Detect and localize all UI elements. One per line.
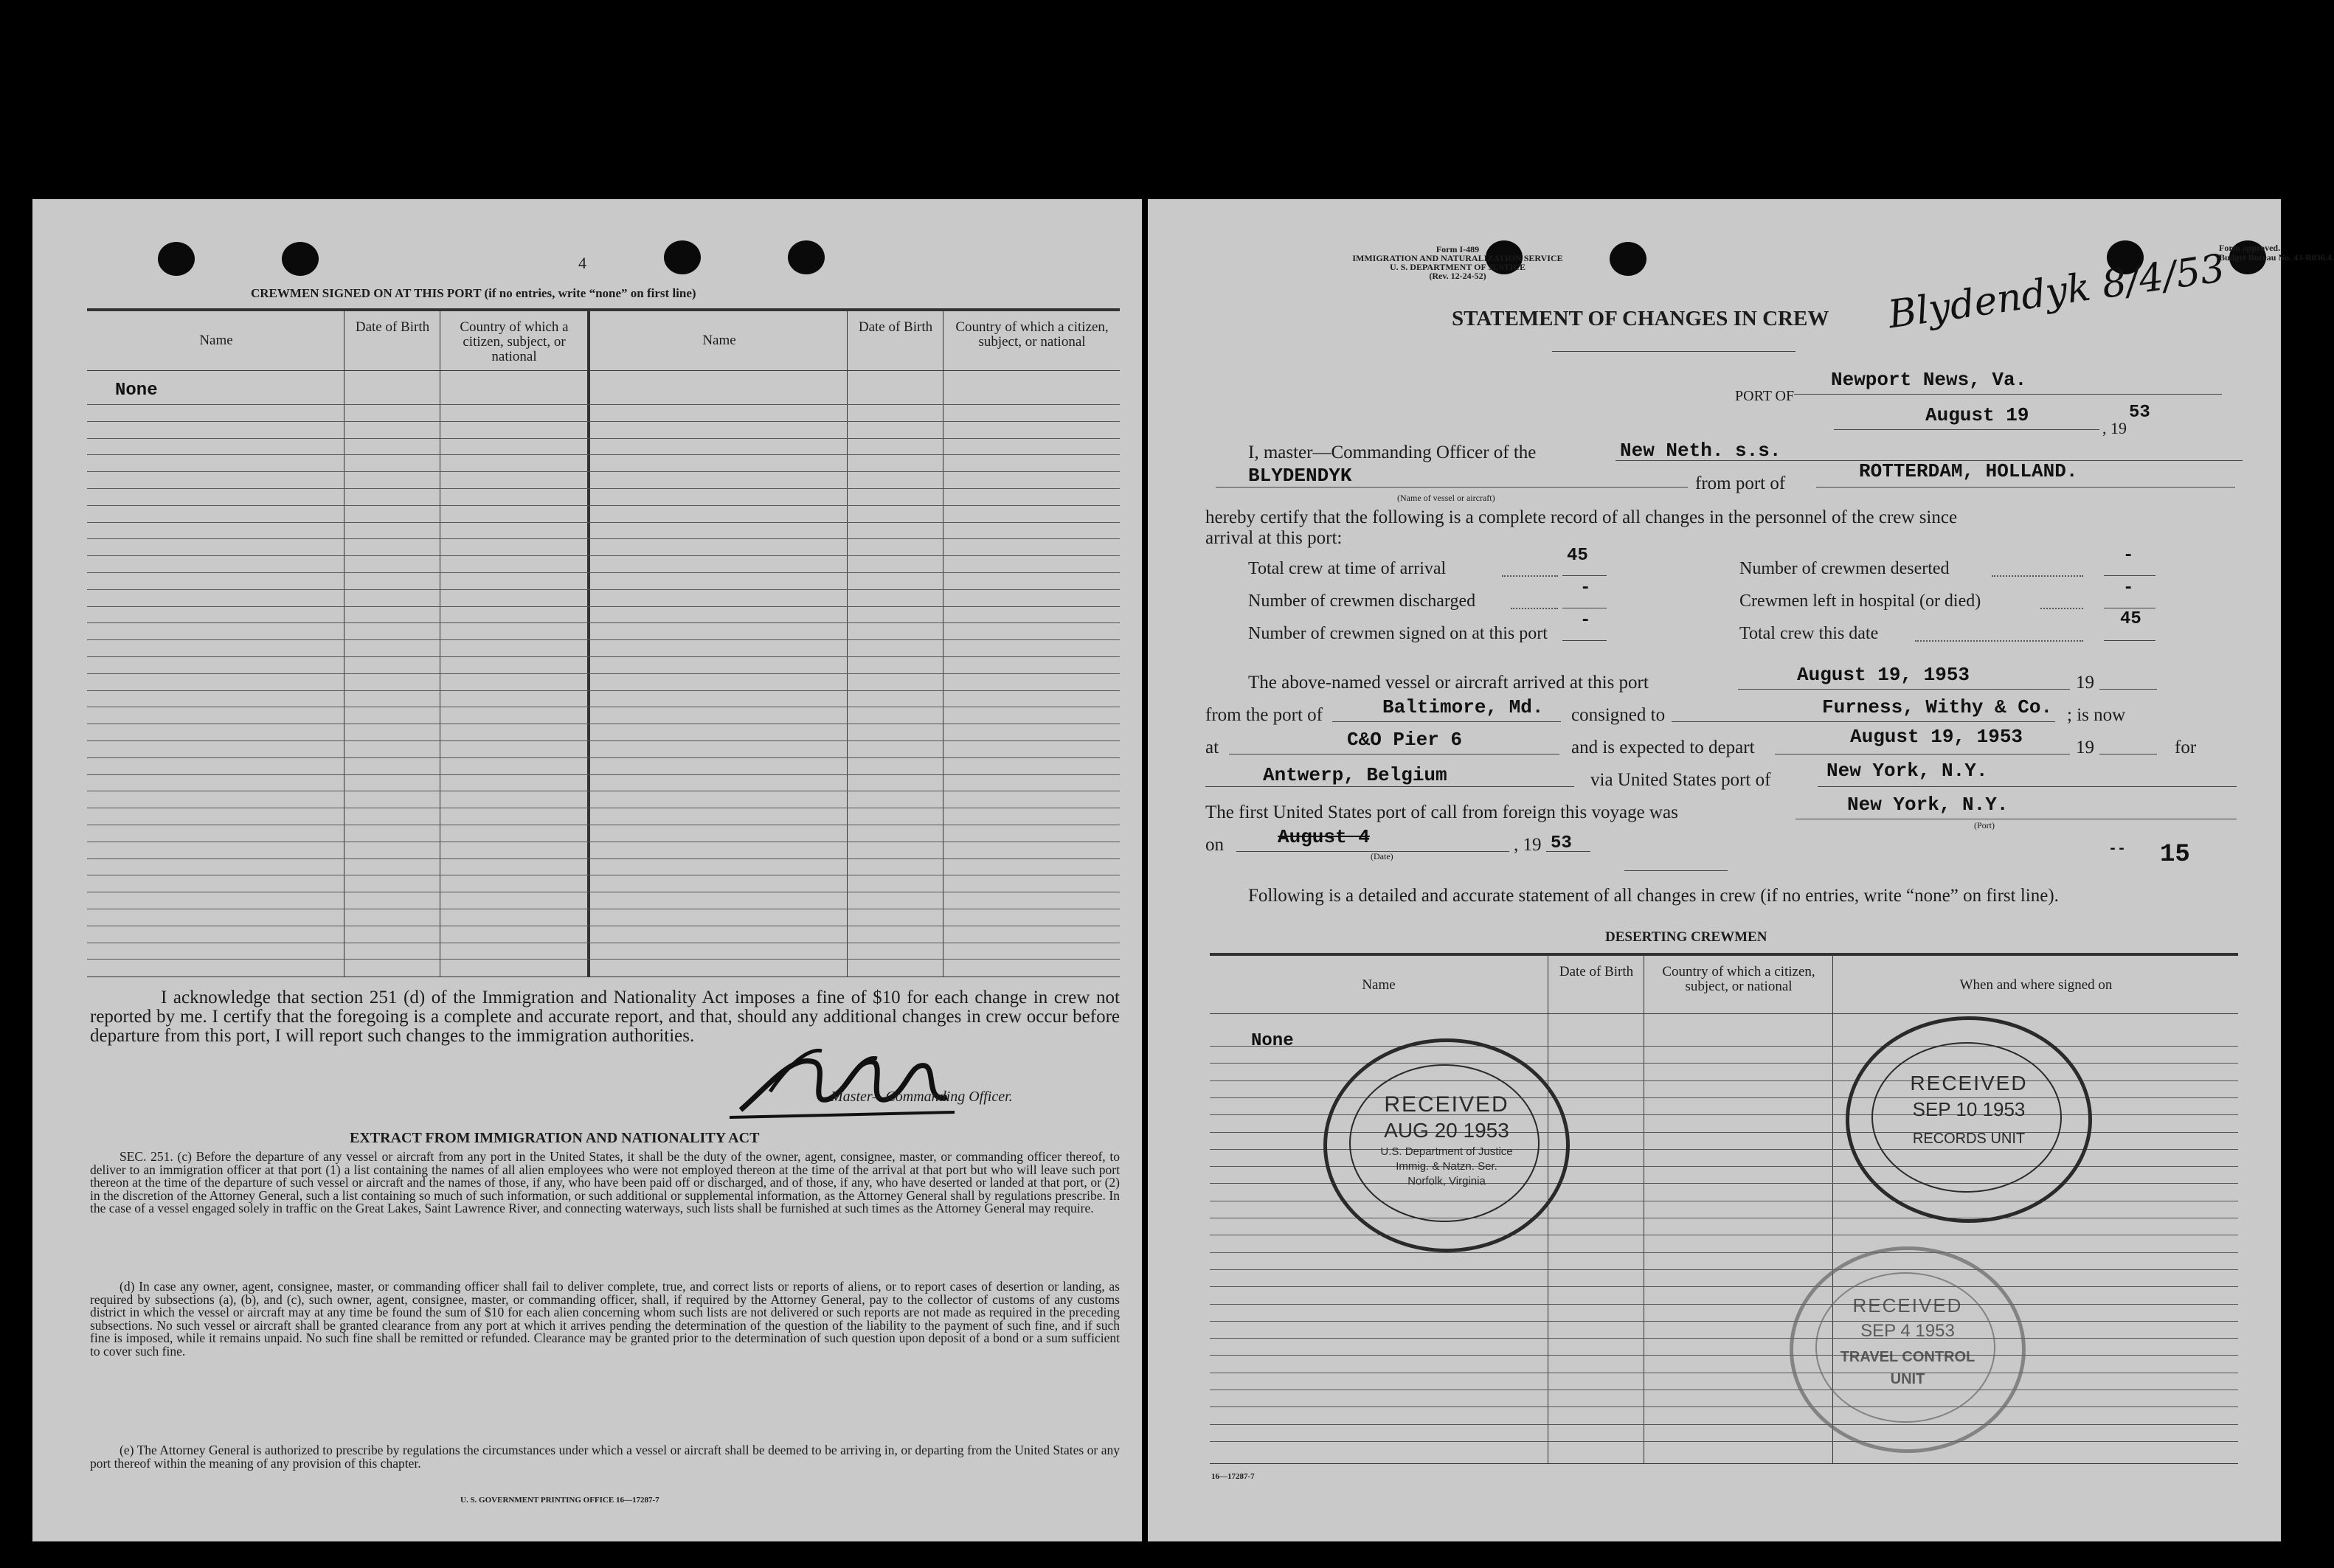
rule [1216,487,1688,488]
stamp-text: RECEIVED [1384,1092,1509,1117]
table-row-line [1210,1046,2238,1047]
deserting-title: DESERTING CREWMEN [1605,929,1767,945]
approval-line: Budget Bureau No. 43-R036.4. [2219,252,2334,263]
table-row-line [87,774,1120,775]
stat-value-total-date: 45 [2120,609,2141,629]
leader-dots [1502,575,1558,577]
table-row-line [87,505,1120,506]
stat-label-deserted: Number of crewmen deserted [1739,559,1950,578]
col-header-country: Country of which a citizen, subject, or national [1662,964,1815,994]
rule [2099,689,2157,690]
table-row-line [1210,1406,2238,1407]
punch-hole [158,242,195,276]
via-port: New York, N.Y. [1826,760,1988,782]
rule [1738,689,2070,690]
printer-note: U. S. GOVERNMENT PRINTING OFFICE 16—17287-7 [460,1496,659,1505]
sheet-number: 15 [2160,841,2190,869]
stamp-text: RECEIVED [1852,1294,1963,1317]
left-page [32,199,1142,1541]
table-row-line [87,488,1120,489]
table-bottom-rule [1210,1463,2238,1464]
stamp-text: SEP 4 1953 [1860,1321,1955,1341]
from-port-value: ROTTERDAM, HOLLAND. [1859,460,2078,482]
table-row-line [87,589,1120,590]
extract-title: EXTRACT FROM IMMIGRATION AND NATIONALITY ACT [350,1130,760,1146]
received-stamp [1846,1016,2092,1223]
col-header-dob: Date of Birth [355,319,430,335]
leader-dots [1511,608,1558,609]
table-row-line [87,606,1120,607]
port-caption: (Port) [1974,820,1995,830]
table-row-line [87,421,1120,422]
leader-dots [1915,640,2083,642]
rule [1562,640,1607,641]
form-number: Form I-489 [1436,244,1480,254]
via-label: via United States port of [1590,770,1771,790]
year-prefix: 19 [2076,738,2094,757]
port-of-value: Newport News, Va. [1831,369,2027,391]
rule [1794,394,2222,395]
table-row-line [87,858,1120,859]
leader-dots [1992,575,2083,577]
extract-paragraph: (d) In case any owner, agent, consignee, master, or commanding officer shall fail to deliver complete, true, and correct lists or reports of aliens, or to report cases of desertion or landing, as required by subsections (a), (b), and (c), such owner, agent, consignee, master, or commanding officer, shall, if required by the Attorney General, pay to the collector of customs of any customs district in which the vessel or aircraft may at any time be found the sum of $10 for each alien concerning whom such lists are not delivered or such reports are not made as required in the preceding subsections. No such vessel or aircraft shall be granted clearance from any port at which it arrives pending the determination of the question of the liability to the payment of such fine, and if such fine is imposed, while it remains unpaid. No such fine shall be remitted or refunded. Clearance may be granted prior to the determination of such question upon deposit of a bond or a sum sufficient to cover such fine. [90,1279,1120,1359]
stat-label-total-arrival: Total crew at time of arrival [1248,559,1447,578]
stamp-text: U.S. Department of Justice [1380,1145,1513,1158]
stamp-text: SEP 10 1953 [1912,1098,2026,1120]
stat-label-discharged: Number of crewmen discharged [1248,592,1476,611]
approval-block [2219,243,2334,263]
vessel-name: BLYDENDYK [1248,465,1352,487]
table-row-line [1210,1338,2238,1339]
col-divider [587,310,590,976]
vessel-nationality: New Neth. s.s. [1620,440,1781,462]
rule [1552,351,1795,352]
form-revision: (Rev. 12-24-52) [1429,271,1486,281]
first-port-label: The first United States port of call from foreign this voyage was [1205,802,1678,822]
rule [2104,640,2155,641]
table-row-line [1210,1286,2238,1287]
col-header-dob: Date of Birth [1559,964,1634,979]
report-year: 53 [2129,403,2150,423]
table-header-rule [87,370,1120,371]
is-now-label: ; is now [2067,705,2126,725]
handwritten-note: Blydendyk 8/4/53 [1885,246,2228,338]
col-header-signed-on: When and where signed on [1959,977,2113,993]
col-header-country: Country of which a citizen, subject, or national [955,319,1109,350]
page-number: 4 [578,254,586,272]
stamp-text: TRAVEL CONTROL [1840,1349,1975,1365]
col-divider [847,310,848,976]
col-header-name: Name [199,333,233,348]
signature-caption: Master—Commanding Officer. [831,1089,1013,1105]
rule [1672,721,2055,722]
table-row-line [87,757,1120,758]
destination: Antwerp, Belgium [1263,764,1447,786]
extract-paragraph: SEC. 251. (c) Before the departure of any vessel or aircraft from any port in the United States, it shall be the duty of the owner, agent, consignee, master, or commanding officer thereof, to deliver to an immigration officer at that port (1) a list containing the names of all alien employees who were not employed thereon at the time of the arrival at that port but who will leave such port thereon at the time of the departure of such vessel or aircraft and the names of those, if any, who have been paid off or discharged, and of those, if any, who have deserted or landed at that port, or (2) in the discretion of the Attorney General, such a list containing so much of such information, or such additional or supplemental information, as the Attorney General shall by regulations prescribe. In the case of a vessel engaged solely in traffic on the Great Lakes, Saint Lawrence River, and connecting waterways, such lists shall be furnished at such times as the Attorney General may require. [90,1149,1120,1215]
table-row-line [87,572,1120,573]
stamp-text: AUG 20 1953 [1384,1119,1509,1142]
table-header-rule [1210,1013,2238,1014]
port-of-label: PORT OF [1735,388,1795,404]
received-stamp [1790,1246,2026,1453]
first-entry: None [1251,1031,1294,1051]
stat-label-total-date: Total crew this date [1739,624,1879,643]
table-row-line [87,555,1120,556]
punch-hole [664,240,701,274]
footer-code: 16—17287-7 [1211,1472,1255,1481]
table-row-line [87,639,1120,640]
table-row-line [87,959,1120,960]
on-year-prefix: , 19 [1514,835,1542,855]
table-row-line [87,740,1120,741]
rule [1834,429,2099,430]
certify-line: hereby certify that the following is a complete record of all changes in the personnel of the crew since [1205,507,1958,527]
consigned-label: consigned to [1571,705,1666,725]
received-stamp [1323,1038,1570,1252]
rule [1818,786,2237,787]
table-row-line [1210,1424,2238,1425]
stamp-text: Norfolk, Virginia [1407,1175,1486,1187]
col-header-country: Country of which a citizen, subject, or national [460,319,569,364]
stat-value-signed-on: - [1580,611,1591,631]
table-row-line [1210,1269,2238,1270]
depart-date: August 19, 1953 [1850,726,2023,748]
first-port-value: New York, N.Y. [1847,794,2009,816]
right-page [1148,199,2334,1541]
leader-dots [2040,608,2083,609]
table-row-line [1210,1304,2238,1305]
table-top-rule [87,308,1120,311]
form-agency: IMMIGRATION AND NATURALIZATION SERVICE [1352,253,1563,263]
arrived-label: The above-named vessel or aircraft arrived at this port [1248,673,1649,693]
on-year: 53 [1551,833,1572,853]
rule [1624,870,1728,871]
table-row-line [87,673,1120,674]
rule [1332,721,1561,722]
expected-label: and is expected to depart [1571,738,1755,757]
on-label: on [1205,835,1224,855]
table-bottom-rule [87,976,1120,977]
arrived-date: August 19, 1953 [1797,664,1970,686]
stat-value-hospital: - [2123,578,2134,598]
stat-value-deserted: - [2123,546,2134,566]
first-entry: None [115,381,158,400]
stamp-text: Immig. & Natzn. Ser. [1396,1160,1497,1173]
dash-marker: -- [2108,841,2127,858]
at-location: C&O Pier 6 [1347,729,1463,751]
acknowledgement-text: I acknowledge that section 251 (d) of the Immigration and Nationality Act imposes a fine of $10 for each change in crew not reported by me. I certify that the foregoing is a complete and accurate report, and that, should any additional changes in crew occur before departure from this port, I will report such changes to the immigration authorities. [90,988,1120,1046]
table-row-line [1210,1355,2238,1356]
following-text: Following is a detailed and accurate statement of all changes in crew (if no entries, write “none” on first line). [1248,886,2059,906]
col-header-name: Name [1362,977,1396,993]
table-row-line [1210,1441,2238,1442]
stat-value-discharged: - [1580,578,1591,598]
table-row-line [1210,1321,2238,1322]
table-row-line [87,656,1120,657]
year-prefix: 19 [2076,673,2094,693]
table-row-line [87,404,1120,405]
table-row-line [87,438,1120,439]
report-date: August 19 [1925,404,2029,426]
consigned-value: Furness, Withy & Co. [1822,696,2053,718]
stat-label-signed-on: Number of crewmen signed on at this port [1248,624,1548,643]
from-port-label: from port of [1695,473,1786,493]
punch-hole [788,240,825,274]
form-title: STATEMENT OF CHANGES IN CREW [1452,307,1829,330]
stamp-text: RECEIVED [1910,1072,2028,1095]
form-department: U. S. DEPARTMENT OF JUSTICE [1389,262,1526,272]
master-label: I, master—Commanding Officer of the [1248,443,1537,462]
table-row-line [1210,1252,2238,1253]
from-the-port-label: from the port of [1205,705,1323,725]
stamp-text: RECORDS UNIT [1912,1131,2026,1147]
rule [1562,575,1607,576]
rule [1546,851,1590,852]
table-row-line [87,690,1120,691]
table-row-line [1210,1063,2238,1064]
form-block [1340,245,1576,280]
extract-paragraph: (e) The Attorney General is authorized to prescribe by regulations the circumstances under which a vessel or aircraft shall be deemed to be arriving in, or departing from the United States or any port thereof within the meaning of any provision of this chapter. [90,1443,1120,1471]
punch-hole [1610,242,1646,276]
table-row-line [87,471,1120,472]
signed-on-title: CREWMEN SIGNED ON AT THIS PORT (if no entries, write “none” on first line) [251,286,696,300]
table-row-line [87,538,1120,539]
rule [2104,575,2155,576]
stat-value-total-arrival: 45 [1567,546,1588,566]
col-header-name: Name [702,333,736,348]
master-signature [726,1040,962,1128]
punch-hole [282,242,319,276]
stamp-text: UNIT [1890,1371,1925,1387]
col-header-dob: Date of Birth [858,319,933,335]
at-label: at [1205,738,1219,757]
rule [1205,786,1574,787]
approval-line: Form approved. [2219,243,2281,253]
rule [1816,487,2235,488]
table-row-line [87,522,1120,523]
vessel-caption: (Name of vessel or aircraft) [1397,493,1495,503]
table-top-rule [1210,953,2238,956]
on-date: August 4 [1278,826,1370,848]
for-label: for [2175,738,2197,757]
from-the-port-value: Baltimore, Md. [1382,696,1544,718]
date-caption: (Date) [1371,851,1393,861]
report-year-prefix: , 19 [2102,419,2127,437]
stat-label-hospital: Crewmen left in hospital (or died) [1739,592,1981,611]
certify-line: arrival at this port: [1205,528,1343,548]
table-row-line [87,622,1120,623]
table-row-line [87,454,1120,455]
